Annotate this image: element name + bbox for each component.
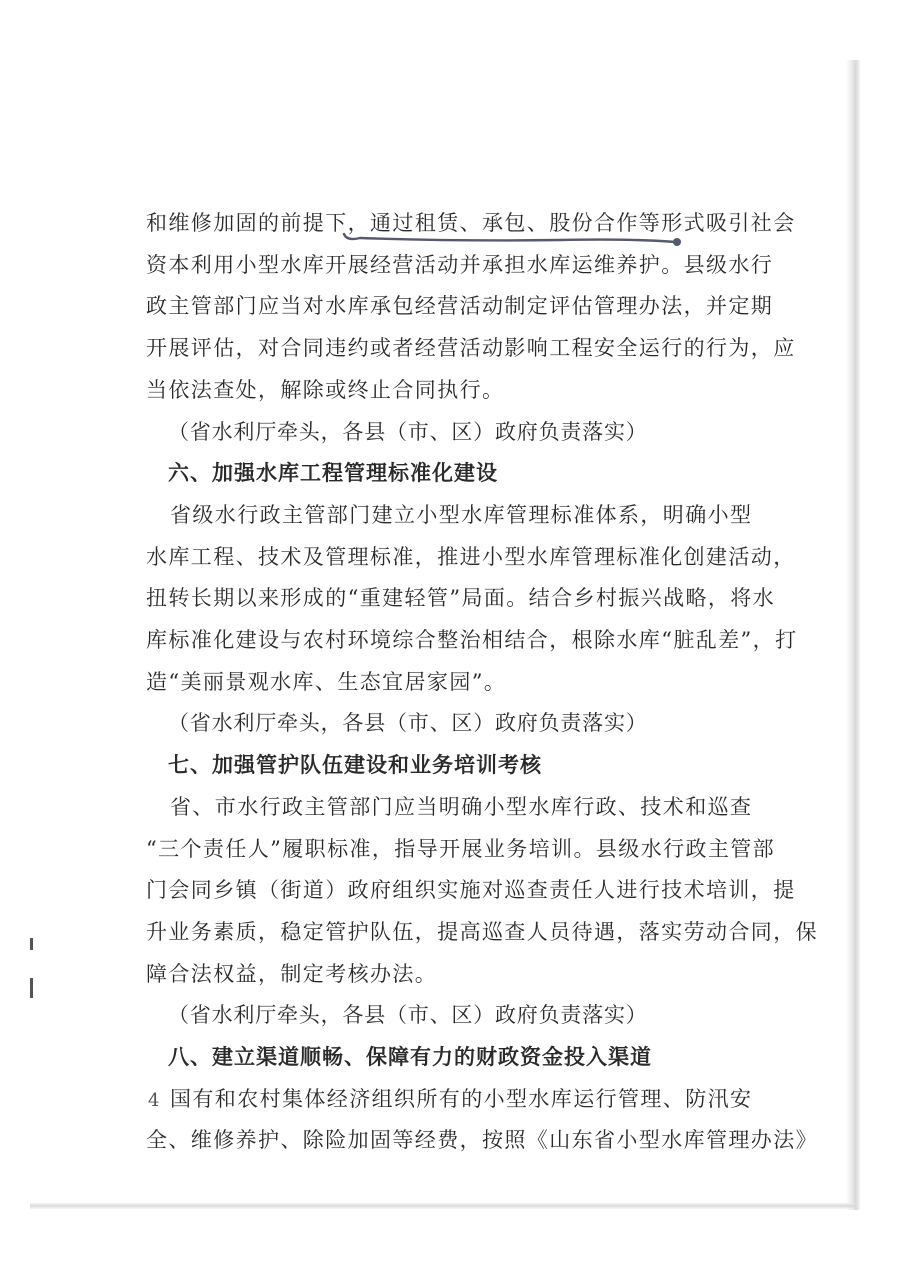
body-line: 省、市水行政主管部门应当明确小型水库行政、技术和巡查 xyxy=(170,795,753,819)
scan-mark xyxy=(30,938,33,950)
body-line: 和维修加固的前提下，通过租赁、承包、股份合作等形式吸引社会 xyxy=(146,211,796,235)
responsibility-note: （省水利厅牵头，各县（市、区）政府负责落实） xyxy=(168,711,648,735)
scan-mark xyxy=(30,978,33,998)
body-line: 造“美丽景观水库、生态宜居家园”。 xyxy=(146,670,507,694)
section-heading: 七、加强管护队伍建设和业务培训考核 xyxy=(168,753,542,777)
scan-edge-bottom xyxy=(30,1203,854,1209)
body-line: 省级水行政主管部门建立小型水库管理标准体系，明确小型 xyxy=(170,503,753,527)
body-line: 扭转长期以来形成的“重建轻管”局面。结合乡村振兴战略，将水 xyxy=(146,586,776,610)
body-line: 升业务素质，稳定管护队伍，提高巡查人员待遇，落实劳动合同，保 xyxy=(146,920,818,944)
scan-edge-right xyxy=(846,60,860,1210)
body-line: “三个责任人”履职标准，指导开展业务培训。县级水行政主管部 xyxy=(146,837,776,861)
section-heading: 八、建立渠道顺畅、保障有力的财政资金投入渠道 xyxy=(168,1045,652,1069)
body-line: 水库工程、技术及管理标准，推进小型水库管理标准化创建活动， xyxy=(146,545,796,569)
body-line: 当依法查处，解除或终止合同执行。 xyxy=(146,378,505,402)
page-number: 4 xyxy=(148,1090,160,1111)
body-line: 资本利用小型水库开展经营活动并承担水库运维养护。县级水行 xyxy=(146,253,774,277)
body-line: 全、维修养护、除险加固等经费，按照《山东省小型水库管理办法》 xyxy=(146,1128,818,1152)
responsibility-note: （省水利厅牵头，各县（市、区）政府负责落实） xyxy=(168,420,648,444)
body-line: 库标准化建设与农村环境综合整治相结合，根除水库“脏乱差”，打 xyxy=(146,628,798,652)
body-line: 开展评估，对合同违约或者经营活动影响工程安全运行的行为，应 xyxy=(146,336,796,360)
body-line: 政主管部门应当对水库承包经营活动制定评估管理办法，并定期 xyxy=(146,294,774,318)
body-line: 门会同乡镇（街道）政府组织实施对巡查责任人进行技术培训，提 xyxy=(146,878,796,902)
section-heading: 六、加强水库工程管理标准化建设 xyxy=(168,461,498,485)
body-line: 国有和农村集体经济组织所有的小型水库运行管理、防汛安 xyxy=(170,1087,753,1111)
body-line: 障合法权益，制定考核办法。 xyxy=(146,962,438,986)
responsibility-note: （省水利厅牵头，各县（市、区）政府负责落实） xyxy=(168,1003,648,1027)
